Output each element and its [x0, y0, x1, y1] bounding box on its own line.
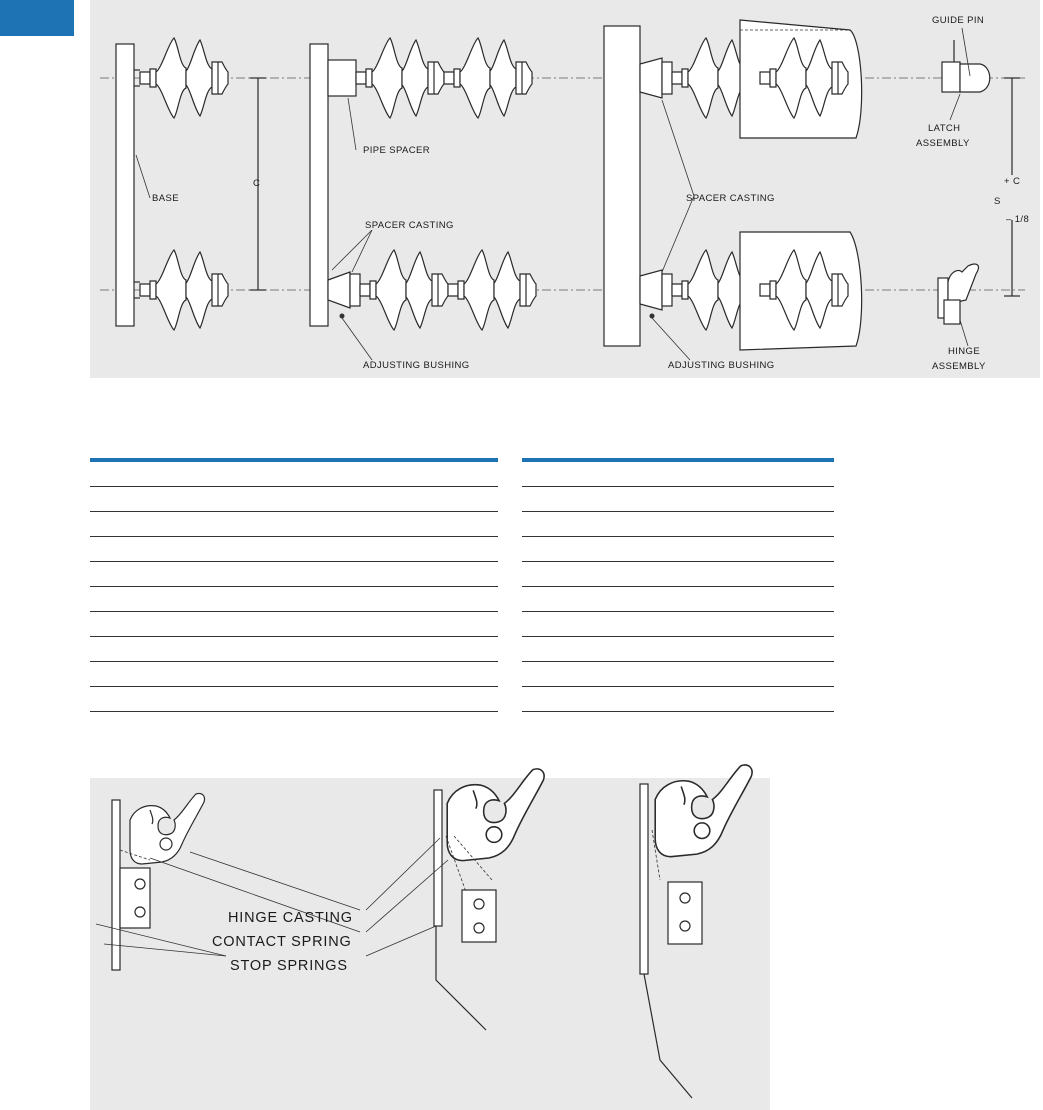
table-row — [90, 537, 498, 562]
table-row — [90, 512, 498, 537]
spacer-casting-label: SPACER CASTING — [365, 220, 454, 231]
table-row — [90, 587, 498, 612]
contact-spring-label: CONTACT SPRING — [212, 934, 352, 950]
table-row — [90, 662, 498, 687]
table-row — [522, 512, 834, 537]
table-row — [522, 487, 834, 512]
spacer-casting-label-right: SPACER CASTING — [686, 193, 775, 204]
table-row — [522, 662, 834, 687]
adjusting-bushing-label: ADJUSTING BUSHING — [363, 360, 470, 371]
table-row — [522, 537, 834, 562]
dim-s-label: S — [994, 196, 1001, 207]
pipe-spacer-label: PIPE SPACER — [363, 145, 431, 156]
adjusting-bushing-label-right: ADJUSTING BUSHING — [668, 360, 775, 371]
table-row — [90, 612, 498, 637]
base-label: BASE — [152, 193, 179, 204]
table-row — [90, 487, 498, 512]
dim-c-label: C — [253, 178, 261, 189]
table-row — [90, 562, 498, 587]
left-table — [90, 458, 498, 712]
stop-springs-label: STOP SPRINGS — [230, 958, 348, 974]
latch-label: LATCH — [928, 123, 961, 134]
table-row — [522, 562, 834, 587]
hinge-label: HINGE — [948, 346, 981, 357]
table-row — [90, 687, 498, 712]
table-row — [90, 637, 498, 662]
table-row — [522, 637, 834, 662]
latch-assembly-label: ASSEMBLY — [916, 138, 970, 149]
table-row — [522, 612, 834, 637]
hinge-casting-label: HINGE CASTING — [228, 910, 353, 926]
table-row — [522, 587, 834, 612]
table-row — [522, 462, 834, 487]
dim-minus-label: – 1/8 — [1006, 214, 1030, 225]
table-row — [522, 687, 834, 712]
guide-pin-label: GUIDE PIN — [932, 15, 985, 26]
table-row — [90, 462, 498, 487]
hinge-assembly-label: ASSEMBLY — [932, 361, 986, 372]
right-table — [522, 458, 834, 712]
dim-plus-c-label: + C — [1004, 176, 1021, 187]
